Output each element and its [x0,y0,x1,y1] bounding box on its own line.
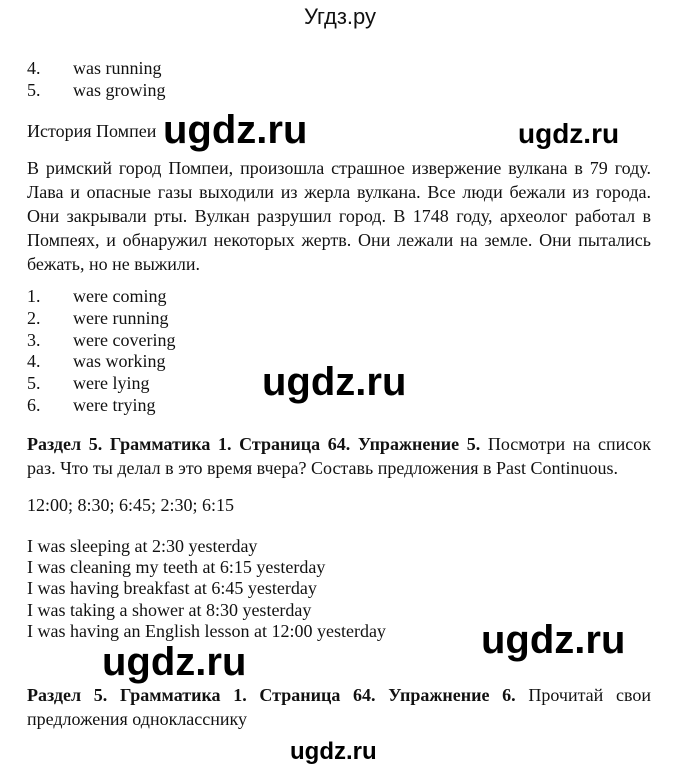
exercise-5-task: Посмотри на список раз. Что ты делал в это время вчера? Составь предложения в Past Continuous. [27,434,651,478]
sentence: I was cleaning my teeth at 6:15 yesterday [27,557,326,577]
sentence: I was taking a shower at 8:30 yesterday [27,600,312,620]
watermark: ugdz.ru [102,640,247,684]
list-item-text: were lying [73,373,150,393]
sentence: I was sleeping at 2:30 yesterday [27,536,258,556]
site-title: Угдз.ру [303,4,377,29]
exercise-6-heading: Раздел 5. Грамматика 1. Страница 64. Упражнение 6. [27,685,516,705]
list-item-number: 2. [27,308,41,328]
list-item-text: was working [73,351,166,371]
list-item-number: 6. [27,395,41,415]
list-item-number: 3. [27,330,41,350]
list-item [27,57,162,79]
list-item [27,79,166,101]
list-item-text: were coming [73,286,167,306]
list-item-text: was growing [73,80,166,100]
list-item-text: were trying [73,395,156,415]
list-item-number: 1. [27,286,41,306]
list-item-text: was running [73,58,162,78]
list-item [27,307,168,329]
list-item-number: 5. [27,80,41,100]
sentence: I was having an English lesson at 12:00 yesterday [27,621,386,641]
list-item [27,394,155,416]
watermark: ugdz.ru [163,108,308,152]
watermark: ugdz.ru [290,738,377,765]
story-title: История Помпеи [27,121,157,141]
list-item [27,372,149,394]
watermark: ugdz.ru [262,360,407,404]
list-item-text: were running [73,308,169,328]
exercise-6-paragraph [27,683,651,731]
exercise-6-task: Прочитай свои предложения однокласснику [27,685,651,729]
list-item [27,329,175,351]
watermark: ugdz.ru [481,618,626,662]
list-item-number: 4. [27,58,41,78]
sentence: I was having breakfast at 6:45 yesterday [27,578,317,598]
exercise-5-heading: Раздел 5. Грамматика 1. Страница 64. Упражнение 5. [27,434,481,454]
list-item [27,350,166,372]
list-item-text: were covering [73,330,176,350]
list-item-number: 4. [27,351,41,371]
story-paragraph: В римский город Помпеи, произошла страшное извержение вулкана в 79 году. Лава и опасные газы выходили из жерла вулкана. Все люди бежали из города. Они закрывали рты. Вулкан разрушил город. В 1748 году, археолог работал в Помпеях, и обнаружил некоторых жертв. Они лежали на земле. Они пытались бежать, но не выжили. [27,158,651,274]
watermark: ugdz.ru [518,118,620,149]
exercise-5-paragraph [27,432,651,480]
list-item [27,285,166,307]
list-item-number: 5. [27,373,41,393]
times-list: 12:00; 8:30; 6:45; 2:30; 6:15 [27,495,235,515]
